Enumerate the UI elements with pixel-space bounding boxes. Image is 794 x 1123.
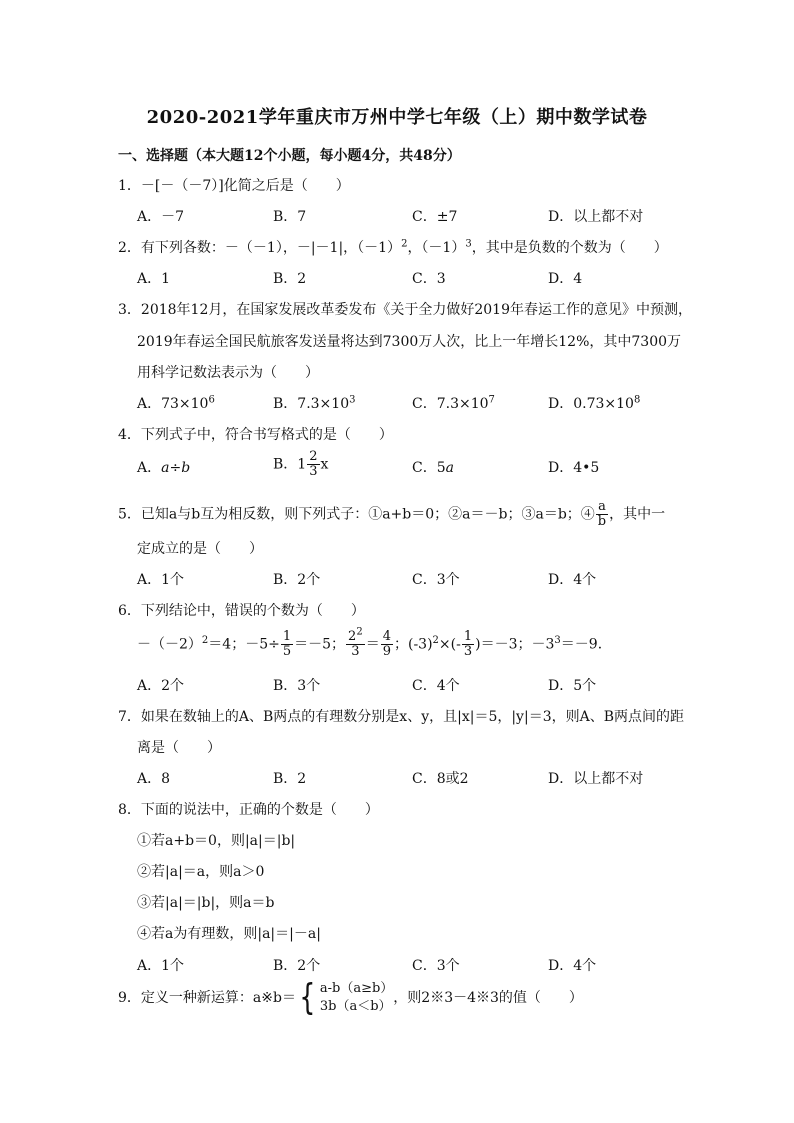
q4-option-a	[137, 458, 190, 478]
q6-frac-1-den: 5	[282, 644, 292, 659]
q3-option-b-exp: 3	[349, 394, 356, 406]
q4-option-b-den: 3	[309, 464, 318, 479]
q2-option-c: C．3	[412, 271, 446, 287]
q4-option-b-whole: 1	[297, 456, 307, 473]
q9-text-a: 9．定义一种新运算：a※b＝	[118, 990, 296, 1006]
page-title: 2020-2021学年重庆市万州中学七年级（上）期中数学试卷	[146, 107, 648, 128]
q3-option-c	[412, 394, 495, 414]
q3-option-d-exp: 8	[633, 394, 641, 406]
question-3-line-1: 3．2018年12月，在国家发展改革委发布《关于全力做好2019年春运工作的意见》中预测，	[118, 302, 692, 318]
q3-option-a-exp: 6	[208, 394, 215, 406]
q4-option-d: D．4•5	[548, 460, 600, 476]
q2-exp-2: 3	[465, 238, 472, 250]
q2-exp-1: 2	[401, 238, 408, 250]
question-5-line-2: 定成立的是（ ）	[137, 541, 263, 557]
q6-expr-1-exp: 2	[201, 634, 209, 646]
q7-option-d: D．以上都不对	[548, 771, 644, 787]
q6-expr-5-exp: 3	[554, 634, 561, 646]
question-8: 8．下面的说法中，正确的个数是（ ）	[118, 802, 379, 818]
question-9	[118, 977, 583, 1018]
q2-option-d: D．4	[548, 271, 583, 287]
q4-option-b	[273, 450, 328, 479]
q6-frac-2	[346, 626, 365, 659]
q9-text-b: ，则2※3－4※3的值（ ）	[393, 990, 583, 1006]
q6-frac-2-den: 3	[351, 644, 360, 659]
q6-expr-4b: ×(-	[438, 636, 461, 653]
q3-option-a-base: A．73×10	[137, 396, 209, 412]
q5-text-a: 5．已知a与b互为相反数，则下列式子：①a+b＝0；②a＝－b；③a＝b；④	[118, 506, 595, 523]
question-3-line-3: 用科学记数法表示为（ ）	[137, 365, 319, 381]
q3-option-a	[137, 394, 215, 414]
question-2	[118, 238, 668, 258]
q6-frac-3-den: 9	[382, 644, 391, 659]
q6-frac-3	[381, 630, 393, 659]
section-heading: 一、选择题（本大题12个小题，每小题4分，共48分）	[118, 148, 461, 164]
q5-option-d: D．4个	[548, 572, 597, 588]
q6-expr-1a: －（－2）	[137, 636, 202, 653]
q8-statement-2: ②若|a|＝a，则a＞0	[137, 864, 265, 880]
q8-statement-3: ③若|a|＝|b|，则a＝b	[137, 895, 275, 911]
question-7-line-1: 7．如果在数轴上的A、B两点的有理数分别是x、y，且|x|＝5，|y|＝3，则A、B两点间的距	[118, 709, 684, 725]
question-1: 1．－[－（－7）]化简之后是（ ）	[118, 178, 350, 194]
q5-option-b: B．2个	[273, 572, 321, 588]
q6-expr-1b: ＝4；－5÷	[208, 636, 280, 653]
q1-option-d: D．以上都不对	[548, 209, 644, 225]
q6-frac-4-num: 1	[463, 629, 473, 644]
q8-statement-1: ①若a+b＝0，则|a|＝|b|	[137, 833, 296, 849]
q2-option-b: B．2	[273, 271, 307, 287]
q6-frac-3-num: 4	[382, 629, 391, 644]
q6-frac-1-num: 1	[282, 629, 292, 644]
q8-option-d: D．4个	[548, 958, 597, 974]
q3-option-d-base: D．0.73×10	[548, 396, 634, 412]
q9-case-1: a-b（a≥b）	[319, 981, 394, 996]
q7-option-a: A．8	[137, 771, 171, 787]
q6-frac-2-num-base: 2	[348, 629, 357, 644]
q3-option-b	[273, 394, 355, 414]
q5-text-b: ，其中一	[609, 506, 666, 523]
q6-expr-4c: )＝－3；－3	[475, 636, 555, 653]
q4-option-b-num: 2	[309, 449, 318, 464]
q5-frac-den: b	[597, 514, 607, 529]
q5-option-c: C．3个	[412, 572, 460, 588]
question-3-line-2: 2019年春运全国民航旅客发送量将达到7300万人次，比上一年增长12%，其中7300万	[137, 334, 682, 350]
q5-frac-num: a	[598, 499, 606, 514]
q2-text-b: ，（－1）	[407, 240, 466, 256]
q6-expr-4-exp: 2	[432, 634, 439, 646]
question-6: 6．下列结论中，错误的个数为（ ）	[118, 603, 365, 619]
q3-option-c-exp: 7	[488, 394, 495, 406]
q9-cases	[320, 980, 393, 1016]
q4-option-a-expr: a÷b	[161, 460, 191, 476]
q3-option-c-base: C．7.3×10	[412, 396, 489, 412]
q3-option-d	[548, 394, 640, 414]
q5-option-a: A．1个	[137, 572, 185, 588]
q4-option-b-label: B．	[273, 456, 298, 473]
q6-frac-1	[281, 630, 293, 659]
q6-option-b: B．3个	[273, 678, 321, 694]
q2-text-c: ，其中是负数的个数为（ ）	[471, 240, 668, 256]
q9-case-2: 3b（a＜b）	[319, 999, 392, 1014]
question-4: 4．下列式子中，符合书写格式的是（ ）	[118, 427, 393, 443]
q4-option-c-var: a	[445, 460, 454, 476]
q6-option-c: C．4个	[412, 678, 460, 694]
q6-expr-4a: ；(-3)	[393, 636, 433, 653]
q8-statement-4: ④若a为有理数，则|a|＝|－a|	[137, 926, 321, 942]
left-brace-icon: {	[299, 977, 316, 1018]
q6-expr-5b: ＝－9．	[560, 636, 612, 653]
question-7-line-2: 离是（ ）	[137, 740, 221, 756]
q6-option-d: D．5个	[548, 678, 597, 694]
q4-option-b-var: x	[320, 456, 329, 473]
q2-text-a: 2．有下列各数：－（－1），－|－1|，（－1）	[118, 240, 402, 256]
q2-option-a: A．1	[137, 271, 171, 287]
q6-expr-3-eq: ＝	[365, 636, 380, 653]
q6-frac-4-den: 3	[463, 644, 473, 659]
q7-option-c: C．8或2	[412, 771, 469, 787]
q8-option-b: B．2个	[273, 958, 321, 974]
q4-option-b-fraction	[307, 450, 319, 479]
q5-fraction	[596, 500, 608, 529]
q3-option-b-base: B．7.3×10	[273, 396, 350, 412]
q6-frac-2-num	[346, 626, 365, 645]
q7-option-b: B．2	[273, 771, 307, 787]
q9-piecewise	[296, 977, 394, 1018]
q1-option-c: C．±7	[412, 209, 458, 225]
q1-option-b: B．7	[273, 209, 307, 225]
q6-expr-2b: ＝－5；	[294, 636, 346, 653]
q4-option-a-label: A．	[137, 460, 162, 476]
q6-option-a: A．2个	[137, 678, 185, 694]
q4-option-c	[412, 458, 454, 478]
q8-option-c: C．3个	[412, 958, 460, 974]
q6-expressions	[137, 626, 612, 659]
q6-frac-4	[462, 630, 474, 659]
q8-option-a: A．1个	[137, 958, 185, 974]
question-5-line-1	[118, 500, 665, 529]
q6-frac-2-num-exp: 2	[356, 626, 363, 638]
q1-option-a: A．－7	[137, 209, 185, 225]
q4-option-c-label: C．5	[412, 460, 446, 476]
